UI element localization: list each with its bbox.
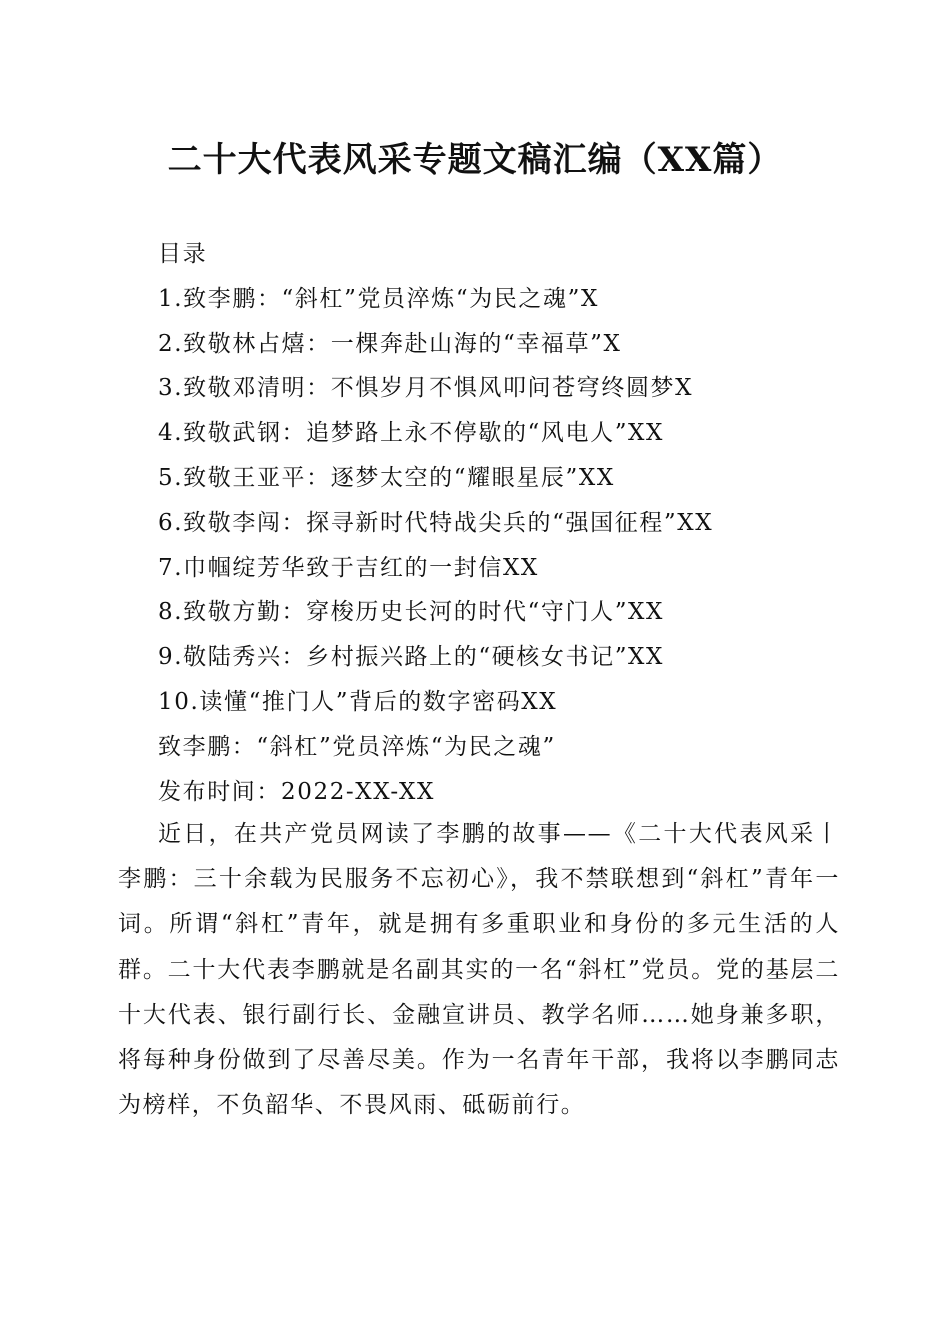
toc-item: 9.敬陆秀兴：乡村振兴路上的“硬核女书记”XX (158, 644, 665, 671)
table-of-contents (158, 232, 858, 814)
toc-item: 8.致敬方勤：穿梭历史长河的时代“守门人”XX (158, 599, 665, 626)
toc-item: 2.致敬林占熺：一棵奔赴山海的“幸福草”X (158, 330, 622, 357)
toc-item: 4.致敬武钢：追梦路上永不停歇的“风电人”XX (158, 420, 665, 447)
toc-heading: 目录 (158, 241, 208, 267)
document-title: 二十大代表风采专题文稿汇编（XX篇） (167, 140, 783, 180)
toc-item: 1.致李鹏：“斜杠”党员淬炼“为民之魂”X (158, 285, 599, 312)
body-paragraph: 近日，在共产党员网读了李鹏的故事——《二十大代表风采丨李鹏：三十余载为民服务不忘初心》，我不禁联想到“斜杠”青年一词。所谓“斜杠”青年，就是拥有多重职业和身份的多元生活的人群。二十大代表李鹏就是名副其实的一名“斜杠”党员。党的基层二十大代表、银行副行长、金融宣讲员、教学名师……她身兼多职，将每种身份做到了尽善尽美。作为一名青年干部，我将以李鹏同志为榜样，不负韶华、不畏风雨、砥砺前行。 (118, 821, 840, 1119)
toc-item: 10.读懂“推门人”背后的数字密码XX (158, 688, 558, 715)
toc-item: 7.巾帼绽芳华致于吉红的一封信XX (158, 554, 539, 581)
article-title: 致李鹏：“斜杠”党员淬炼“为民之魂” (158, 733, 556, 760)
toc-item: 5.致敬王亚平：逐梦太空的“耀眼星辰”XX (158, 464, 615, 491)
toc-item: 3.致敬邓清明：不惧岁月不惧风叩问苍穹终圆梦X (158, 375, 694, 402)
toc-item: 6.致敬李闯：探寻新时代特战尖兵的“强国征程”XX (158, 509, 714, 536)
publish-time: 发布时间：2022-XX-XX (158, 778, 435, 805)
